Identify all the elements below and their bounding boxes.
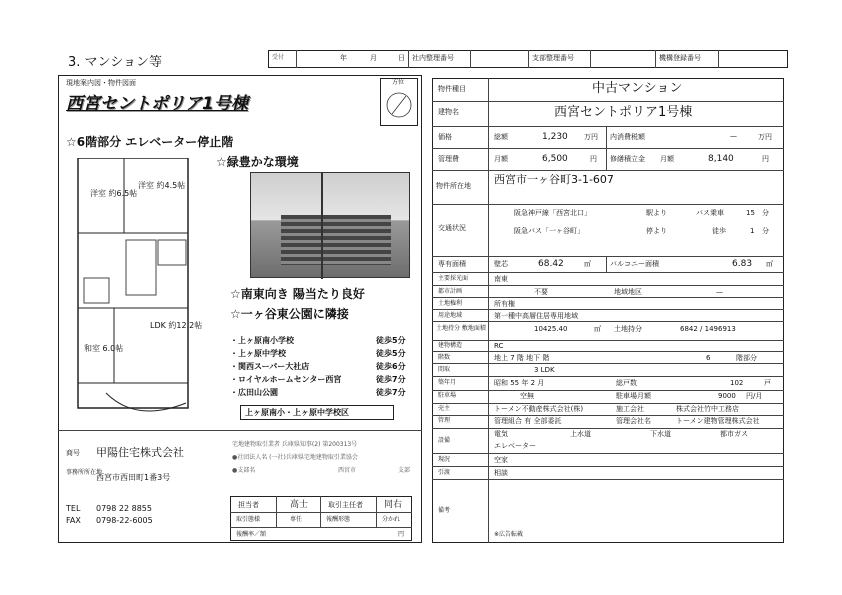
repair-label: 修繕積立金 — [610, 155, 645, 163]
area-unit: ㎡ — [584, 260, 591, 268]
mgmt-co-value: 管理組合 有 全部委託 — [494, 417, 562, 425]
parking-value: 空無 — [520, 392, 534, 400]
layout-value: 3 LDK — [534, 366, 555, 374]
room-4: LDK 約12.2帖 — [150, 321, 203, 330]
urban-label: 都市計画 — [438, 288, 463, 295]
branch-no-label: 支部整理番号 — [532, 54, 574, 62]
point-2: ☆緑豊かな環境 — [216, 155, 299, 169]
name-label: 建物名 — [438, 108, 459, 116]
mgmt-firm-value: トーメン建物管理株式会社 — [676, 417, 760, 425]
nearby-2-dist: 徒歩5分 — [376, 349, 406, 358]
company-name-label: 商号 — [66, 449, 80, 457]
parking-fee-unit: 円/月 — [746, 392, 763, 400]
compass-label: 方位 — [392, 79, 405, 86]
point-3: ☆南東向き 陽当たり良好 — [230, 287, 365, 301]
nearby-1: ・上ヶ原南小学校 — [230, 336, 294, 345]
fee-value: 分かれ — [382, 516, 401, 523]
status-value: 空家 — [494, 456, 508, 464]
deal-label: 取引主任者 — [328, 501, 363, 509]
school-zone: 上ヶ原南小・上ヶ原中学校区 — [245, 408, 349, 417]
address-label: 物件所在地 — [436, 182, 471, 190]
floor-unit: 階部分 — [736, 354, 757, 362]
consumption-value: — — [730, 132, 737, 140]
nearby-5-dist: 徒歩7分 — [376, 388, 406, 397]
point-4: ☆一ヶ谷東公園に隣接 — [230, 307, 349, 321]
floors-label: 階数 — [438, 354, 451, 361]
address-value: 西宮市一ヶ谷町3-1-607 — [494, 173, 614, 186]
units-value: 102 — [730, 379, 744, 387]
deal-value: 同右 — [384, 500, 403, 510]
share-label: 土地持分 — [614, 325, 642, 333]
map-label: 現地案内図・物件図面 — [66, 79, 136, 87]
company-address: 西宮市西田町1番3号 — [96, 473, 171, 482]
price-value: 1,230 — [542, 132, 568, 142]
company-name: 甲陽住宅株式会社 — [96, 446, 184, 459]
tel-label: TEL — [66, 504, 81, 513]
remarks-label: 備考 — [438, 507, 451, 514]
consumption-label: 内消費税額 — [610, 133, 645, 141]
transport1-from: 駅より — [646, 209, 667, 217]
company-address-label: 事務所所在地 — [66, 469, 103, 476]
zoning-label: 用途地域 — [438, 312, 463, 319]
nego-unit: 円 — [398, 531, 405, 538]
land-class-value: — — [716, 288, 723, 296]
equip-2: 上水道 — [570, 430, 591, 438]
consumption-unit: 万円 — [758, 133, 772, 141]
fax-value: 0798-22-6005 — [96, 516, 153, 525]
name-value: 西宮セントポリア1号棟 — [554, 105, 693, 120]
mgmt-value: 6,500 — [542, 154, 568, 164]
room-3: 和室 6.0帖 — [84, 344, 124, 353]
parking-fee-label: 駐車場月額 — [616, 392, 651, 400]
assoc-text: ●社団法人名 (一社)兵庫県宅地建物取引業協会 — [232, 454, 358, 461]
land-right-label: 土地権利 — [438, 300, 463, 307]
mgmt-label: 管理費 — [438, 155, 459, 163]
land-right-value: 所有権 — [494, 300, 515, 308]
repair-value: 8,140 — [708, 154, 734, 164]
date-month: 月 — [370, 54, 377, 62]
urban-value: 不要 — [534, 288, 548, 296]
branch-suffix: 支部 — [398, 467, 411, 474]
direction-label: 主要採光面 — [438, 275, 469, 282]
mgmt-firm-label: 管理会社名 — [616, 417, 651, 425]
branch-label: ●支部名 — [232, 467, 256, 474]
transport1-mode: バス乗車 — [696, 209, 724, 217]
land-class-label: 地域地区 — [614, 288, 642, 296]
floor-no: 6 — [706, 354, 711, 362]
equip-label: 設備 — [438, 437, 451, 444]
units-unit: 戸 — [764, 379, 771, 387]
built-label: 築年月 — [438, 379, 457, 386]
price-unit: 万円 — [584, 133, 598, 141]
fax-label: FAX — [66, 516, 81, 525]
trade-type: 専任 — [290, 516, 303, 523]
transport2-min: 1 — [750, 227, 755, 235]
date-day: 日 — [398, 54, 405, 62]
mgmt-co-label: 管理 — [438, 417, 451, 424]
parking-fee-value: 9000 — [718, 392, 736, 400]
room-2: 洋室 約4.5帖 — [138, 181, 186, 190]
equip-4: 都市ガス — [720, 430, 748, 438]
built-value: 昭和 55 年 2 月 — [494, 379, 545, 387]
room-1: 洋室 約6.5帖 — [90, 189, 138, 198]
zoning-value: 第一種中高層住居専用地域 — [494, 312, 578, 320]
received-label: 受付 — [272, 54, 285, 61]
handover-label: 引渡 — [438, 469, 451, 476]
balcony-unit: ㎡ — [766, 260, 773, 268]
internal-no-label: 社内整理番号 — [412, 54, 454, 62]
branch-name: 西宮市 — [338, 467, 357, 474]
site-unit: ㎡ — [594, 325, 601, 333]
status-label: 現況 — [438, 456, 451, 463]
transport1-line: 阪急神戸線「西宮北口」 — [514, 209, 591, 217]
direction-value: 南東 — [494, 275, 508, 283]
nearby-3: ・関西スーパー大社店 — [230, 362, 310, 371]
balcony-value: 6.83 — [732, 259, 753, 269]
fee-label: 報酬形態 — [326, 516, 351, 523]
equip-3: 下水道 — [650, 430, 671, 438]
area-label: 専有面積 — [438, 260, 466, 268]
transport2-mode: 徒歩 — [712, 227, 726, 235]
builder-label: 施工会社 — [616, 405, 644, 413]
site-value: 10425.40 — [534, 325, 568, 333]
building-photo — [250, 172, 410, 278]
layout-label: 間取 — [438, 366, 451, 373]
nearby-3-dist: 徒歩6分 — [376, 362, 406, 371]
equip-1: 電気 — [494, 430, 508, 438]
repair-sub: 月額 — [660, 155, 674, 163]
property-title: 西宮セントポリア1号棟 — [66, 94, 248, 114]
transport1-unit: 分 — [762, 209, 769, 217]
area-value: 68.42 — [538, 259, 564, 269]
builder-value: 株式会社竹中工務店 — [676, 405, 739, 413]
date-year: 年 — [340, 54, 347, 62]
nearby-2: ・上ヶ原中学校 — [230, 349, 286, 358]
mgmt-unit: 円 — [590, 155, 597, 163]
structure-label: 建物構造 — [438, 342, 463, 349]
floors-value: 地上 7 階 地下 階 — [494, 354, 550, 362]
nearby-4-dist: 徒歩7分 — [376, 375, 406, 384]
transport-label: 交通状況 — [438, 224, 466, 232]
repair-unit: 円 — [762, 155, 769, 163]
person-label: 担当者 — [238, 501, 259, 509]
transport2-line: 阪急バス「一ヶ谷町」 — [514, 227, 584, 235]
section-title: 3. マンション等 — [68, 55, 162, 70]
area-sub: 壁芯 — [494, 260, 508, 268]
compass-icon — [384, 90, 414, 120]
seller-label: 売主 — [438, 405, 451, 412]
type-value: 中古マンション — [592, 81, 683, 96]
handover-value: 相談 — [494, 469, 508, 477]
price-label: 価格 — [438, 133, 452, 141]
tel-value: 0798 22 8855 — [96, 504, 152, 513]
nego-label: 報酬率／額 — [236, 531, 267, 538]
site-label: 土地持分 敷地面積 — [436, 325, 486, 332]
units-label: 総戸数 — [616, 379, 637, 387]
parking-label: 駐車場 — [438, 392, 457, 399]
transport1-min: 15 — [746, 209, 755, 217]
seller-value: トーメン不動産株式会社(株) — [494, 405, 584, 413]
nearby-4: ・ロイヤルホームセンター西宮 — [230, 375, 342, 384]
price-sub: 総額 — [494, 133, 508, 141]
person-value: 高士 — [290, 500, 309, 510]
trade-type-label: 取引態様 — [236, 516, 261, 523]
license-text: 宅地建物取引業者 兵庫県知事(2) 第200313号 — [232, 441, 358, 448]
structure-value: RC — [494, 342, 504, 350]
type-label: 物件種目 — [438, 85, 466, 93]
nearby-5: ・広田山公園 — [230, 388, 278, 397]
mgmt-sub: 月額 — [494, 155, 508, 163]
org-no-label: 機構登録番号 — [659, 54, 701, 62]
transport2-unit: 分 — [762, 227, 769, 235]
share-value: 6842 / 1496913 — [680, 325, 736, 333]
remarks-value: ※広告転載 — [494, 531, 524, 538]
equip-5: エレベーター — [494, 442, 536, 450]
point-1: ☆6階部分 エレベーター停止階 — [66, 135, 234, 149]
transport2-from: 停より — [646, 227, 667, 235]
nearby-1-dist: 徒歩5分 — [376, 336, 406, 345]
balcony-label: バルコニー面積 — [610, 260, 659, 268]
